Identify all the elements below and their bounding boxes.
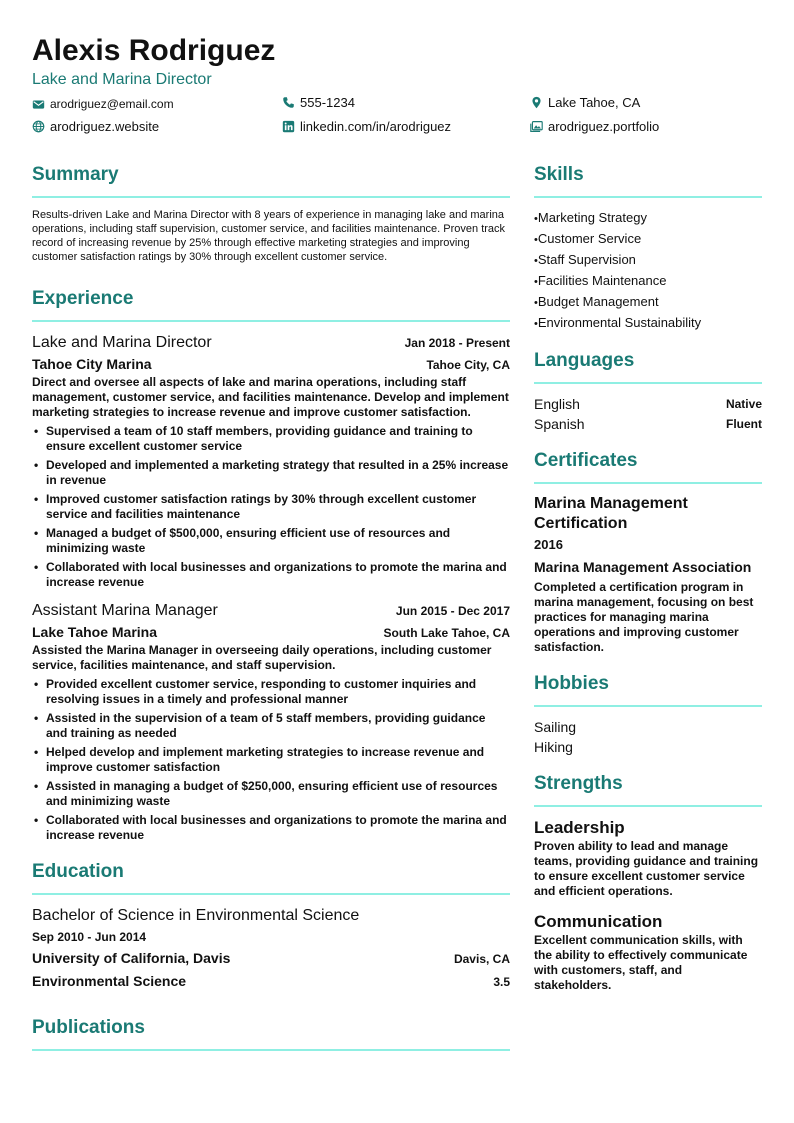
experience-heading: Experience [32, 288, 134, 309]
section-divider [32, 1049, 510, 1051]
skill-item: • Facilities Maintenance [534, 271, 762, 292]
resume-header [32, 34, 762, 145]
language-row [534, 394, 762, 414]
job-bullet: • Improved customer satisfaction ratings by 30% through excellent customer service and facilities maintenance [32, 492, 510, 522]
contact-phone[interactable] [282, 95, 355, 110]
education-dates: Sep 2010 - Jun 2014 [32, 930, 147, 944]
strengths-heading: Strengths [534, 773, 623, 794]
section-divider [534, 705, 762, 707]
skill-item: • Staff Supervision [534, 250, 762, 271]
summary-heading: Summary [32, 164, 119, 185]
skill-item: • Marketing Strategy [534, 208, 762, 229]
contact-linkedin-text: linkedin.com/in/arodriguez [300, 119, 452, 134]
education-heading: Education [32, 861, 124, 882]
email-icon [32, 98, 45, 111]
contact-email-text: arodriguez@email.com [50, 97, 174, 111]
section-divider [534, 482, 762, 484]
certificates-heading: Certificates [534, 450, 638, 471]
hobby-item: Sailing [534, 719, 577, 735]
contact-list [32, 95, 762, 145]
job-description: Assisted the Marina Manager in overseeing daily operations, including customer service, facilities maintenance, and staff supervision. [32, 643, 492, 672]
language-row [534, 414, 762, 434]
language-level: Native [725, 397, 762, 411]
job-bullet: • Developed and implemented a marketing strategy that resulted in a 25% increase in revenue [32, 458, 510, 488]
contact-email[interactable] [32, 97, 174, 111]
contact-website-text: arodriguez.website [50, 119, 160, 134]
experience-section [32, 284, 510, 843]
section-divider [534, 805, 762, 807]
summary-text: Results-driven Lake and Marina Director with 8 years of experience in managing lake and marina operations, including staff supervision, customer service, and facilities maintenance. Proven track record of increasing revenue by 25% through effective marketing strategies and improving customer satisfaction ratings by 30% through excellent customer service. [32, 209, 506, 263]
languages-section [534, 346, 762, 434]
education-field: Environmental Science [32, 973, 187, 989]
section-divider [534, 382, 762, 384]
job-bullet-list [32, 677, 510, 843]
contact-linkedin[interactable] [282, 119, 451, 134]
job-entry [32, 332, 510, 590]
job-bullet: • Managed a budget of $500,000, ensuring efficient use of resources and minimizing waste [32, 526, 510, 556]
phone-icon [282, 96, 295, 109]
job-dates: Jan 2018 - Present [404, 336, 510, 350]
section-divider [32, 320, 510, 322]
publications-heading: Publications [32, 1017, 145, 1038]
skills-section [534, 160, 762, 334]
education-school: University of California, Davis [32, 950, 231, 966]
candidate-name: Alexis Rodriguez [32, 34, 276, 67]
certificates-section [534, 446, 762, 655]
job-title: Assistant Marina Manager [32, 602, 218, 619]
strength-title: Communication [534, 912, 663, 931]
globe-icon [32, 120, 45, 133]
job-description: Direct and oversee all aspects of lake and marina operations, including staff management, customer service, and facilities maintenance. Develop and implement marketing strategies to increase revenue and improve customer satisfaction. [32, 375, 509, 419]
hobby-item: Hiking [534, 739, 573, 755]
hobbies-heading: Hobbies [534, 673, 609, 694]
job-bullet: • Provided excellent customer service, responding to customer inquiries and resolving issues in a timely and professional manner [32, 677, 510, 707]
job-title: Lake and Marina Director [32, 334, 212, 351]
skill-item: • Environmental Sustainability [534, 313, 762, 334]
contact-phone-text: 555-1234 [300, 95, 355, 110]
contact-portfolio[interactable] [530, 119, 659, 134]
job-bullet: • Assisted in managing a budget of $250,000, ensuring efficient use of resources and minimizing waste [32, 779, 510, 809]
right-column [534, 160, 762, 1005]
language-level: Fluent [726, 417, 762, 431]
education-location: Davis, CA [453, 952, 510, 966]
job-bullet: • Helped develop and implement marketing strategies to increase revenue and improve customer satisfaction [32, 745, 510, 775]
job-entry [32, 600, 510, 843]
section-divider [32, 893, 510, 895]
publications-section [32, 1013, 510, 1051]
job-bullet-list [32, 424, 510, 590]
job-company: Tahoe City Marina [32, 356, 152, 372]
certificate-year: 2016 [534, 537, 563, 552]
job-company: Lake Tahoe Marina [32, 624, 158, 640]
skill-item: • Budget Management [534, 292, 762, 313]
certificate-issuer: Marina Management Association [534, 559, 752, 575]
candidate-role: Lake and Marina Director [32, 71, 212, 88]
job-bullet: • Supervised a team of 10 staff members, providing guidance and training to ensure excellent customer service [32, 424, 510, 454]
languages-heading: Languages [534, 350, 635, 371]
portfolio-icon [530, 120, 543, 133]
job-dates: Jun 2015 - Dec 2017 [395, 604, 510, 618]
location-pin-icon [530, 96, 543, 109]
skill-item: • Customer Service [534, 229, 762, 250]
section-divider [534, 196, 762, 198]
language-name: English [534, 396, 580, 412]
contact-location [530, 95, 640, 110]
certificate-description: Completed a certification program in marina management, focusing on best practices for managing marina operations and improving customer satisfaction. [534, 580, 754, 654]
strength-description: Proven ability to lead and manage teams, providing guidance and training to ensure excellent customer service and efficient operations. [534, 839, 759, 898]
job-bullet: • Collaborated with local businesses and organizations to promote the marina and increase revenue [32, 813, 510, 843]
contact-website[interactable] [32, 119, 159, 134]
strengths-section [534, 769, 762, 993]
certificate-name: Marina Management Certification [534, 495, 688, 532]
job-bullet: • Assisted in the supervision of a team of 5 staff members, providing guidance and training as needed [32, 711, 510, 741]
job-bullet: • Collaborated with local businesses and organizations to promote the marina and increase revenue [32, 560, 510, 590]
hobbies-section [534, 669, 762, 757]
job-location: South Lake Tahoe, CA [383, 626, 510, 640]
left-column [32, 160, 510, 1061]
education-section [32, 857, 510, 993]
strength-title: Leadership [534, 818, 625, 837]
strength-description: Excellent communication skills, with the ability to effectively communicate with customers, staff, and stakeholders. [534, 933, 748, 992]
skills-heading: Skills [534, 164, 584, 185]
job-location: Tahoe City, CA [426, 358, 510, 372]
education-degree: Bachelor of Science in Environmental Science [32, 907, 360, 924]
linkedin-icon [282, 120, 295, 133]
education-gpa: 3.5 [493, 975, 510, 989]
language-name: Spanish [534, 416, 585, 432]
contact-portfolio-text: arodriguez.portfolio [548, 119, 660, 134]
summary-section [32, 160, 510, 264]
contact-location-text: Lake Tahoe, CA [548, 95, 641, 110]
section-divider [32, 196, 510, 198]
